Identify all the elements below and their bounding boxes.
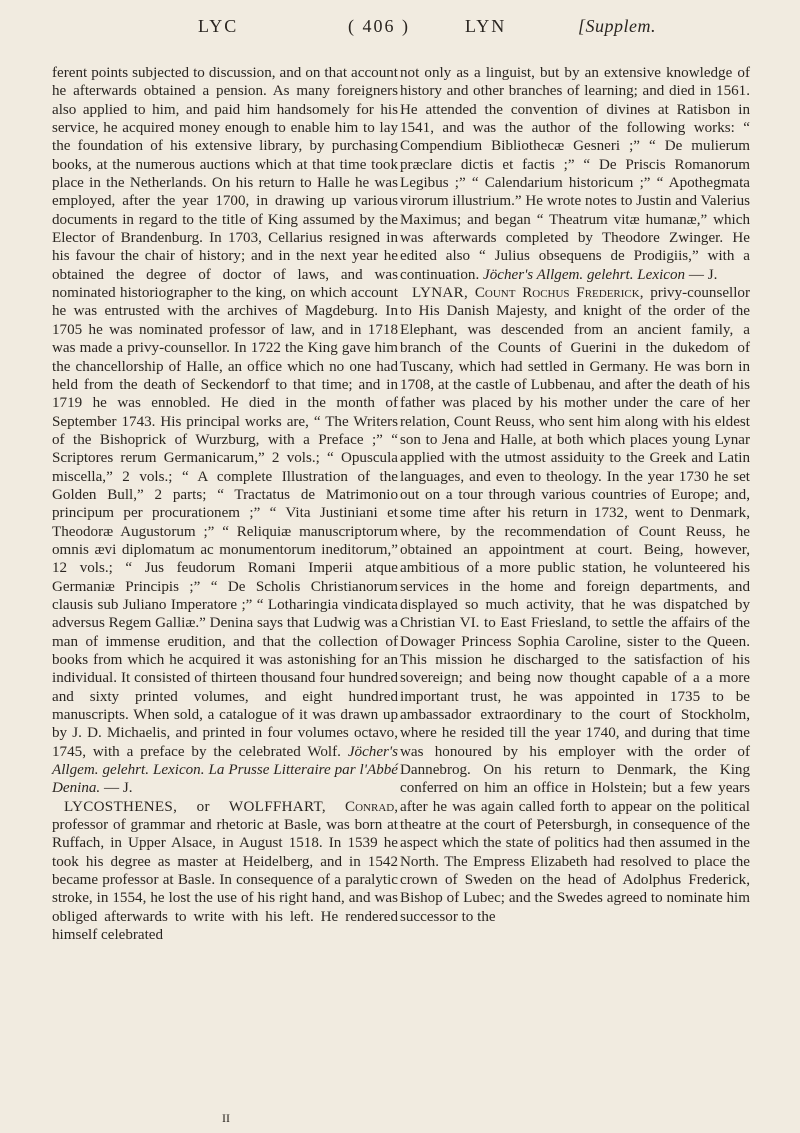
running-header xyxy=(0,16,800,44)
lycosthenes-entry-name: LYCOSTHENES, or WOLFFHART, xyxy=(64,798,326,815)
lynar-entry-title: Count Rochus Frederick, xyxy=(474,285,644,302)
header-right-catchword: LYN xyxy=(465,16,507,36)
lycosthenes-entry-text: professor of grammar and rhetoric at Basle, was born at Ruffach, in Upper Alsace, in August 1518. In 1539 he took his degree as master at Heidelberg, and in 1542 became professor at Basle. In consequence of a paralytic stroke, in 1554, he lost the use of his right hand, and was obliged afterwards to write with his left. He rendered himself celebrated xyxy=(52,817,398,944)
lynar-entry-text: privy-counsellor to His Danish Majesty, and knight of the order of the Elephant, was descended from an ancient family, a branch of the Counts of Guerini in the dukedom of Tuscany, which had settled in Germany. He was born in 1708, at the castle of Lubbenau, and after the death of his father was placed by his mother under the care of her relation, Count Reuss, who sent him along with his eldest son to Jena and Halle, at both which places young Lynar applied with the utmost assiduity to the Greek and Latin languages, and even to theology. In the year 1730 he set out on a tour through various countries of Europe; and, some time after his return in 1732, went to Denmark, where, by the recommendation of Count Reuss, he obtained an appointment at court. Being, however, ambitious of a more public station, he volunteered his services in the home and foreign departments, and displayed so much activity, that he was dispatched by Christian VI. to East Friesland, to settle the affairs of the Dowager Princess Sophia Caroline, sister to the Queen. This mission he discharged to the satisfaction of his sovereign; and being now thought capable of a a more important trust, he was appointed in 1735 to be ambassador extraordinary to the court of Stockholm, where he resided till the year 1740, and during that time was honoured by his employer with the order of Dannebrog. On his return to Denmark, the King conferred on him an office in Holstein; but a few years after he was again called forth to appear on the political theatre at the court of Petersburgh, in consequence of the aspect which the state of politics had then assumed in the North. The Empress Elizabeth had resolved to place the crown of Sweden on the head of Adolphus Frederick, Bishop of Lubec; and the Swedes agreed to nominate him successor to the xyxy=(400,285,751,925)
lycosthenes-entry xyxy=(52,798,398,945)
page-number: ( 406 ) xyxy=(348,16,410,36)
ludwig-entry-author: — J. xyxy=(104,780,133,797)
left-column xyxy=(52,64,398,945)
signature-mark: II xyxy=(222,1111,230,1125)
header-left-catchword: LYC xyxy=(198,16,239,36)
header-section: [Supplem. xyxy=(578,16,656,36)
right-column xyxy=(400,64,750,926)
lycosthenes-entry-firstname: Conrad, xyxy=(345,798,399,815)
lynar-entry-name: LYNAR, xyxy=(412,285,469,302)
ludwig-entry-reference: Jöcher's Allgem. gelehrt. Lexicon. La Prusse Litteraire par l'Abbé Denina. xyxy=(52,743,398,797)
lynar-entry xyxy=(400,284,750,926)
lycosthenes-continuation-text: not only as a linguist, but by an extensive knowledge of history and other branches of learning; and died in 1561. He attended the convention of divines at Ratisbon in 1541, and was the author of the following works: “ Compendium Bibliothecæ Gesneri ;” “ De mulierum præclare dictis et factis ;” “ De Priscis Romanorum Legibus ;” “ Calendarium historicum ;” “ Apothegmata virorum illustrium.” He wrote notes to Justin and Valerius Maximus; and began “ Theatrum vitæ humanæ,” which was afterwards completed by Theodore Zwinger. He edited also “ Julius obsequens de Prodigiis,” with a continuation. xyxy=(400,65,750,283)
ludwig-entry-text: ferent points subjected to discussion, and on that account he afterwards obtained a pension. As many foreigners also applied to him, and paid him handsomely for his service, he acquired money enough to enable him to lay the foundation of his extensive library, by purchasing books, at the numerous auctions which at that time took place in the Netherlands. On his return to Halle he was employed, after the year 1700, in drawing up various documents in regard to the title of King assumed by the Elector of Brandenburg. In 1703, Cellarius resigned in his favour the chair of history; and in the next year he obtained the degree of doctor of laws, and was nominated historiographer to the king, on which account he was entrusted with the archives of Magdeburg. In 1705 he was nominated professor of law, and in 1718 was made a privy-counsellor. In 1722 the King gave him the chancellorship of Halle, an office which no one had held from the death of Seckendorf to that time; and in 1719 he was ennobled. He died in the month of September 1743. His principal works are, “ The Writers of the Bishoprick of Wurzburg, with a Preface ;” “ Scriptores rerum Germanicarum,” 2 vols.; “ Opuscula miscella,” 2 vols.; “ A complete Illustration of the Golden Bull,” 2 parts; “ Tractatus de Matrimonio principum per procurationem ;” “ Vita Justiniani et Theodoræ Augustorum ;” “ Reliquiæ manuscriptorum omnis ævi diplomatum ac monumentorum ineditorum,” 12 vols.; “ Jus feudorum Romani Imperii atque Germaniæ Principis ;” “ De Scholis Christianorum clausis sub Juliano Imperatore ;” “ Lotharingia vindicata adversus Regem Galliæ.” Denina says that Ludwig was a man of immense erudition, and that the collection of books from which he acquired it was astonishing for an individual. It consisted of thirteen thousand four hundred and sixty printed volumes, and eight hundred manuscripts. When sold, a catalogue of it was drawn up by J. D. Michaelis, and printed in four volumes octavo, 1745, with a preface by the celebrated Wolf. xyxy=(52,65,398,760)
lycosthenes-entry-continuation xyxy=(400,64,750,284)
lycosthenes-entry-author: — J. xyxy=(688,266,718,283)
ludwig-entry-continuation xyxy=(52,64,398,798)
lycosthenes-entry-reference: Jöcher's Allgem. gelehrt. Lexicon xyxy=(483,266,686,283)
